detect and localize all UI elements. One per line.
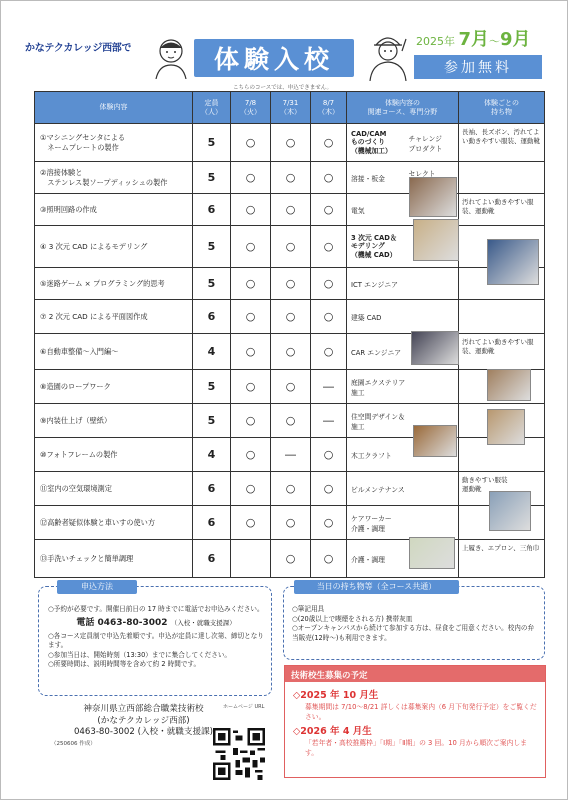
course-cell: ⑫高齢者疑似体験と車いすの使い方	[35, 506, 193, 540]
period-end: 9月	[500, 29, 531, 50]
top-note: こちらのコースでは、申込できません。	[233, 85, 333, 91]
table-row	[35, 300, 545, 334]
date3-cell: ○	[311, 438, 347, 472]
date3-cell: ○	[311, 334, 347, 370]
date2-cell: ○	[271, 472, 311, 506]
related-course-cell: ビルメンテナンス	[347, 472, 407, 506]
recruit-title: 技術校生募集の予定	[285, 666, 545, 682]
course-cell: ⑩フォトフレームの製作	[35, 438, 193, 472]
date2-cell: ○	[271, 506, 311, 540]
bring-line1: ○筆記用具	[292, 605, 325, 613]
col-cap: 定員 （人）	[193, 92, 231, 124]
date3-cell: ―	[311, 370, 347, 404]
recruit-h1: ◇2025 年 10 月生	[293, 690, 379, 701]
page-title: 体験入校	[194, 39, 354, 77]
date1-cell: ○	[231, 226, 271, 268]
date3-cell: ○	[311, 226, 347, 268]
table-row	[35, 124, 545, 162]
capacity-cell: 4	[193, 438, 231, 472]
related-course-cell: 建築 CAD	[347, 300, 407, 334]
car-photo	[411, 331, 459, 365]
apply-phone	[48, 617, 264, 630]
related-course-extra-cell	[407, 472, 459, 506]
table-header-row	[35, 92, 545, 124]
period-year: 2025年	[416, 35, 455, 48]
course-cell: ⑪室内の空気環境測定	[35, 472, 193, 506]
related-course-extra-cell	[407, 370, 459, 404]
student-face-icon	[151, 35, 191, 79]
related-course-extra-cell	[407, 506, 459, 540]
table-row	[35, 404, 545, 438]
date2-cell: ○	[271, 540, 311, 578]
date1-cell: ○	[231, 124, 271, 162]
related-course-cell: 電気	[347, 194, 407, 226]
date1-cell: ○	[231, 438, 271, 472]
course-cell: ⑬手洗いチェックと簡単調理	[35, 540, 193, 578]
welding-photo	[409, 177, 457, 217]
period-sep: ～	[489, 35, 501, 48]
related-course-extra-cell	[407, 268, 459, 300]
wall-photo	[487, 409, 525, 445]
capacity-cell: 6	[193, 506, 231, 540]
related-course-extra-cell: チャレンジ プロダクト	[407, 124, 459, 162]
apply-line2: ○各コース定員制で申込先着順です。申込が定員に達し次第、締切となります。	[48, 631, 264, 650]
screen-photo	[487, 239, 539, 285]
course-cell: ⑦ 2 次元 CAD による平面図作成	[35, 300, 193, 334]
org-name: 神奈川県立西部総合職業技術校	[83, 704, 204, 714]
apply-line4: ○所要時間は、説明時間等を含めて約 2 時間です。	[48, 660, 201, 669]
items-cell	[459, 300, 545, 334]
capacity-cell: 6	[193, 300, 231, 334]
date2-cell: ○	[271, 124, 311, 162]
date3-cell: ○	[311, 162, 347, 194]
related-course-cell: ICT エンジニア	[347, 268, 407, 300]
date1-cell: ○	[231, 370, 271, 404]
recruit-p2: 「若年者・高校推薦枠」「Ⅰ期」「Ⅱ期」の 3 回。10 月から順次ご案内します。	[305, 739, 527, 758]
date1-cell: ○	[231, 472, 271, 506]
date2-cell: ○	[271, 162, 311, 194]
col-items: 体験ごとの 持ち物	[459, 92, 545, 124]
related-course-cell: CAR エンジニア	[347, 334, 407, 370]
col-date3: 8/7 （木）	[311, 92, 347, 124]
phone-number: 電話 0463-80-3002	[76, 617, 168, 628]
period-start: 7月	[458, 29, 490, 50]
qr-code-icon[interactable]	[213, 728, 265, 780]
cad-model-photo	[413, 219, 459, 261]
bring-title: 当日の持ち物等（全コース共通）	[294, 580, 459, 594]
col-course: 体験内容	[35, 92, 193, 124]
table-row	[35, 226, 545, 268]
date2-cell: ○	[271, 226, 311, 268]
date3-cell: ○	[311, 194, 347, 226]
table-row	[35, 370, 545, 404]
date1-cell: ○	[231, 268, 271, 300]
related-course-cell: 住空間デザイン＆施工	[347, 404, 407, 438]
related-course-cell: 庭園エクステリア施工	[347, 370, 407, 404]
items-cell: 動きやすい服装 運動靴	[459, 472, 545, 506]
date2-cell: ○	[271, 404, 311, 438]
items-cell: 長袖、長ズボン、汚れてよい動きやすい服装、運動靴	[459, 124, 545, 162]
table-row	[35, 194, 545, 226]
schedule-table	[34, 91, 545, 578]
table-row	[35, 438, 545, 472]
date2-cell: ○	[271, 194, 311, 226]
table-row	[35, 162, 545, 194]
capacity-cell: 5	[193, 226, 231, 268]
date1-cell: ○	[231, 506, 271, 540]
items-cell: 汚れてよい動きやすい服装、運動靴	[459, 194, 545, 226]
bring-box	[283, 582, 545, 660]
date1-cell: ○	[231, 300, 271, 334]
schedule-table-wrap	[34, 91, 544, 578]
table-row	[35, 472, 545, 506]
date2-cell: ○	[271, 334, 311, 370]
course-cell: ⑨内装仕上げ（壁紙）	[35, 404, 193, 438]
garden-photo	[487, 369, 531, 401]
table-row	[35, 506, 545, 540]
bring-line2: ○(20歳以上で喫煙をされる方) 携帯灰皿	[292, 614, 413, 623]
qr-label: ホームページ URL	[223, 704, 265, 710]
course-cell: ②溶接体験と ステンレス製ソープディッシュの製作	[35, 162, 193, 194]
related-course-cell: 溶接・板金	[347, 162, 407, 194]
recruit-h2: ◇2026 年 4 月生	[293, 726, 372, 738]
date3-cell: ○	[311, 540, 347, 578]
free-badge: 参加無料	[414, 55, 542, 79]
table-row	[35, 268, 545, 300]
apply-line3: ○参加当日は、開始時刻（13:30）までに集合してください。	[48, 650, 232, 659]
food-photo	[409, 537, 455, 569]
bring-line3: ○オープンキャンパスから続けて参加する方は、昼食をご用意ください。校内の弁当販売(12時～)も利用できます。	[292, 624, 535, 642]
table-body	[35, 124, 545, 578]
date3-cell: ○	[311, 472, 347, 506]
recruit-box	[284, 665, 546, 778]
course-cell: ①マシニングセンタによる ネームプレートの製作	[35, 124, 193, 162]
capacity-cell: 6	[193, 472, 231, 506]
capacity-cell: 5	[193, 268, 231, 300]
col-date2: 7/31 （木）	[271, 92, 311, 124]
capacity-cell: 6	[193, 540, 231, 578]
capacity-cell: 5	[193, 162, 231, 194]
date2-cell: ○	[271, 300, 311, 334]
course-cell: ⑤迷路ゲーム × プログラミング的思考	[35, 268, 193, 300]
date3-cell: ○	[311, 300, 347, 334]
date2-cell: ○	[271, 268, 311, 300]
organization	[51, 704, 236, 748]
related-course-cell: 3 次元 CAD＆ モデリング （機械 CAD）	[347, 226, 407, 268]
items-cell: 汚れてよい動きやすい服装、運動靴	[459, 334, 545, 370]
capacity-cell: 5	[193, 370, 231, 404]
org-tel: 0463-80-3002 (入校・就職支援課)	[73, 727, 214, 738]
capacity-cell: 6	[193, 194, 231, 226]
date3-cell: ○	[311, 124, 347, 162]
course-cell: ⑧造園のロープワーク	[35, 370, 193, 404]
date1-cell: ○	[231, 404, 271, 438]
date2-cell: ○	[271, 370, 311, 404]
date2-cell: ―	[271, 438, 311, 472]
apply-box	[38, 582, 272, 696]
course-cell: ⑥自動車整備～入門編～	[35, 334, 193, 370]
date3-cell: ○	[311, 268, 347, 300]
date1-cell	[231, 540, 271, 578]
date1-cell: ○	[231, 162, 271, 194]
org-alias: (かなテクカレッジ西部)	[97, 715, 190, 726]
course-cell: ④ 3 次元 CAD によるモデリング	[35, 226, 193, 268]
related-course-cell: 介護・調理	[347, 540, 407, 578]
items-cell: 上履き、エプロン、三角巾	[459, 540, 545, 578]
phone-note: （入校・就職支援課）	[170, 618, 236, 627]
capacity-cell: 5	[193, 404, 231, 438]
date1-cell: ○	[231, 334, 271, 370]
col-related: 体験内容の 関連コース、専門分野	[347, 92, 459, 124]
course-cell: ③照明回路の作成	[35, 194, 193, 226]
date3-cell: ○	[311, 506, 347, 540]
related-course-cell: 木工クラフト	[347, 438, 407, 472]
col-date1: 7/8 （火）	[231, 92, 271, 124]
worker-face-icon	[366, 31, 410, 81]
period	[416, 25, 531, 51]
date1-cell: ○	[231, 194, 271, 226]
date3-cell: ―	[311, 404, 347, 438]
capacity-cell: 4	[193, 334, 231, 370]
recruit-p1: 募集期間は 7/10～8/21 詳しくは募集案内（6 月下旬発行予定）をご覧ください。	[305, 702, 537, 721]
items-cell	[459, 162, 545, 194]
brand-text: かなテクカレッジ西部で	[25, 43, 132, 54]
related-course-cell: ケアワーカー 介護・調理	[347, 506, 407, 540]
frame-photo	[413, 425, 457, 457]
care-photo	[489, 491, 531, 531]
related-course-cell: CAD/CAM ものづくり （機械加工）	[347, 124, 407, 162]
org-date: （250606 作成）	[51, 740, 96, 747]
table-row	[35, 540, 545, 578]
capacity-cell: 5	[193, 124, 231, 162]
related-course-extra-cell: セレクト	[407, 162, 459, 194]
apply-line1: ○予約が必要です。開催日前日の 17 時までに電話でお申込みください。	[48, 605, 264, 613]
apply-title: 申込方法	[57, 580, 137, 594]
related-course-extra-cell	[407, 300, 459, 334]
table-row	[35, 334, 545, 370]
